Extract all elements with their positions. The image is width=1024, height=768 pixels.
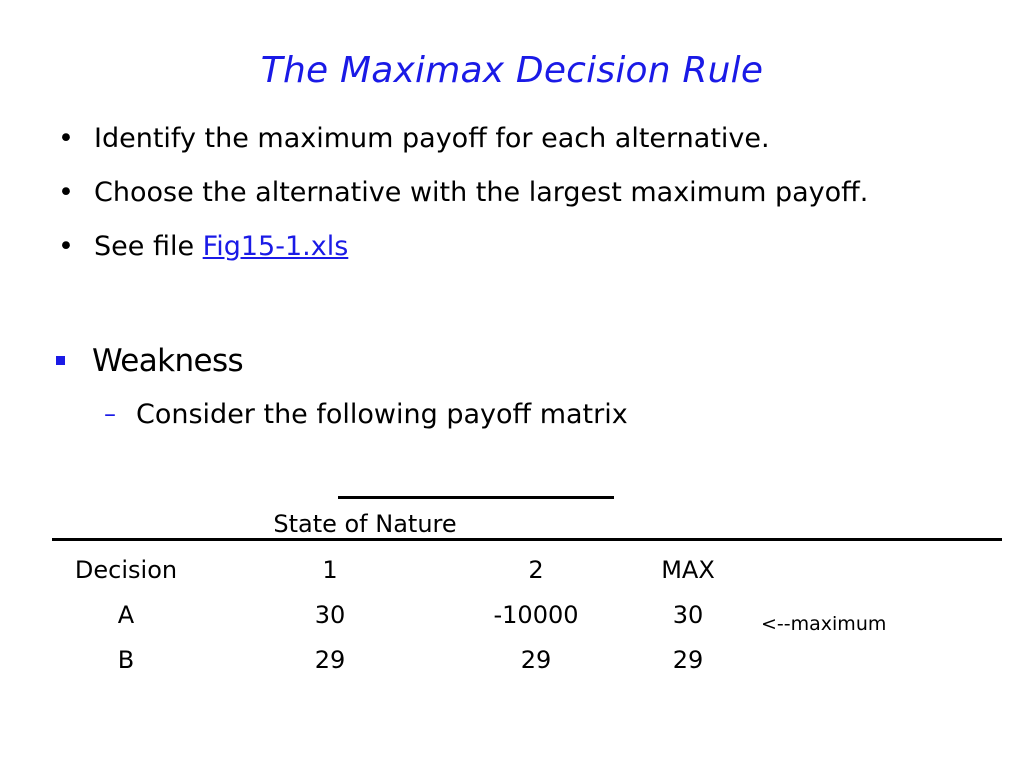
table-cell-a-state-1: 30 bbox=[314, 601, 346, 629]
weakness-heading: Weakness bbox=[92, 343, 244, 379]
see-file-prefix: See file bbox=[94, 231, 203, 262]
bullet-dot-icon: • bbox=[58, 177, 74, 208]
bullet-dot-icon: • bbox=[58, 231, 74, 262]
table-cell-b-max: 29 bbox=[672, 646, 704, 674]
bullet-text: Identify the maximum payoff for each alternative. bbox=[94, 123, 770, 154]
table-cell-a-state-2: -10000 bbox=[493, 601, 579, 629]
bullet-text: Choose the alternative with the largest maximum payoff. bbox=[94, 177, 869, 208]
table-header-max: MAX bbox=[661, 556, 715, 584]
bullet-text bbox=[94, 230, 348, 264]
table-header-rule bbox=[52, 538, 1002, 541]
table-header-state-1: 1 bbox=[322, 556, 338, 584]
table-cell-b-state-2: 29 bbox=[520, 646, 552, 674]
square-bullet-icon bbox=[56, 356, 65, 365]
table-group-header: State of Nature bbox=[273, 510, 457, 538]
table-cell-decision-a: A bbox=[117, 601, 135, 629]
bullet-dot-icon: • bbox=[58, 123, 74, 154]
slide-title: The Maximax Decision Rule bbox=[260, 50, 764, 91]
table-header-state-2: 2 bbox=[528, 556, 544, 584]
weakness-sub-text: Consider the following payoff matrix bbox=[136, 399, 628, 430]
maximum-annotation: <--maximum bbox=[761, 613, 887, 635]
table-cell-decision-b: B bbox=[117, 646, 135, 674]
table-header-decision: Decision bbox=[74, 556, 178, 584]
file-link[interactable]: Fig15-1.xls bbox=[202, 231, 349, 262]
table-cell-b-state-1: 29 bbox=[314, 646, 346, 674]
dash-bullet-icon: – bbox=[104, 400, 116, 428]
table-top-rule bbox=[338, 496, 614, 499]
table-cell-a-max: 30 bbox=[672, 601, 704, 629]
